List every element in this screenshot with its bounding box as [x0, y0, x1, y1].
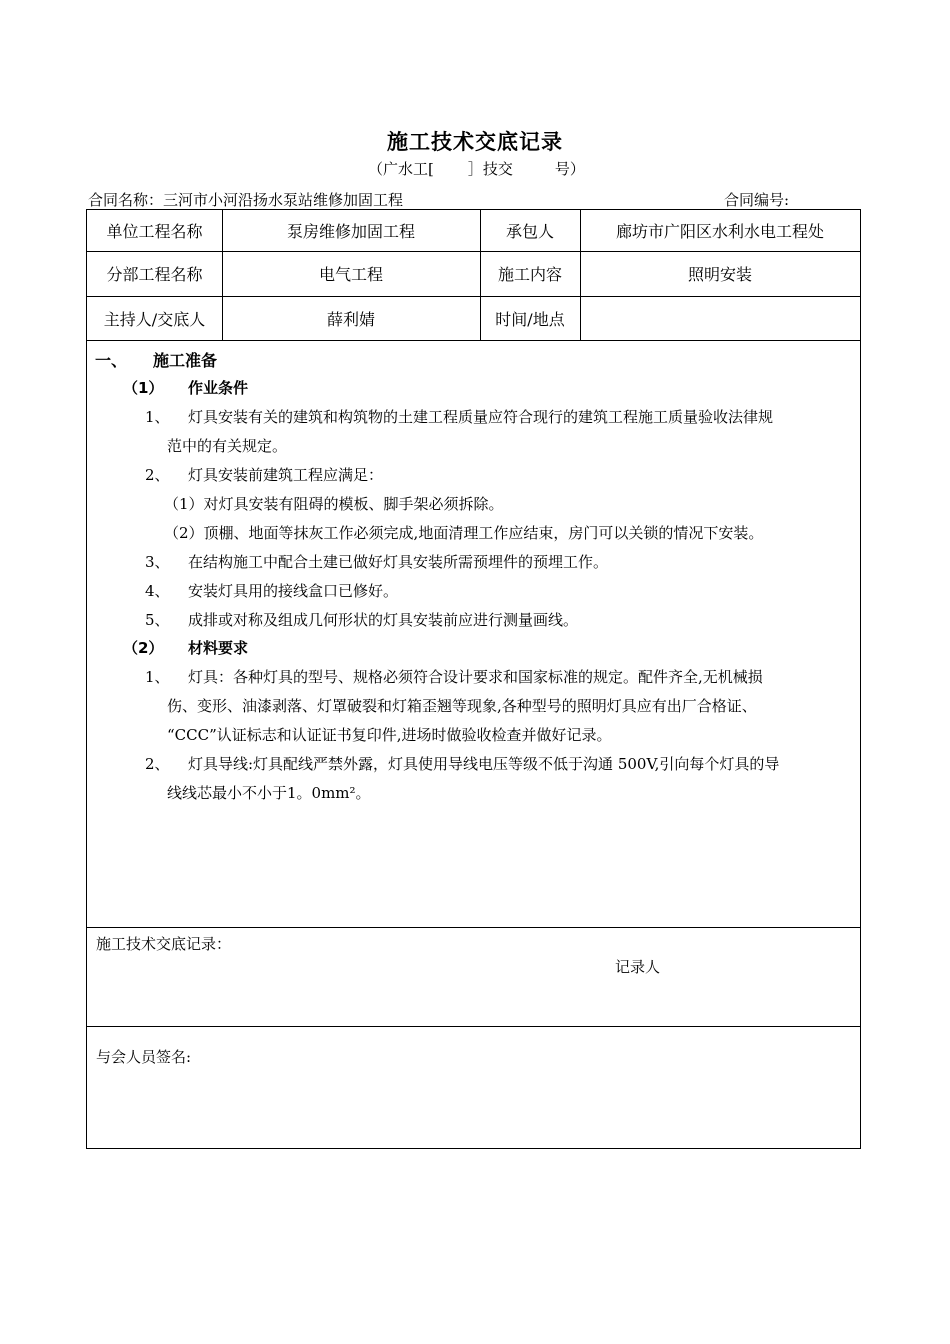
item-number: 1、 [145, 408, 170, 426]
subsection-title: 材料要求 [188, 639, 249, 657]
item-text: 在结构施工中配合土建已做好灯具安装所需预埋件的预埋工作。 [188, 553, 609, 571]
item-text: 安装灯具用的接线盒口已修好。 [188, 582, 399, 600]
record-label: 施工技术交底记录： [96, 935, 232, 953]
item-number: 5、 [145, 611, 170, 629]
item-number: 4、 [145, 582, 170, 600]
item-number: 1、 [145, 668, 170, 686]
contract-line [88, 189, 863, 210]
item-number: 3、 [145, 553, 170, 571]
item-text: 灯具安装前建筑工程应满足： [188, 466, 384, 484]
section-number: 一、 [95, 351, 128, 370]
unit-project-value: 泵房维修加固工程 [286, 222, 415, 241]
subsection-number: （1） [123, 379, 164, 397]
subsection-number: （2） [123, 639, 164, 657]
subtitle-mid: ］技交 [467, 160, 513, 178]
subtitle-right: 号） [554, 160, 585, 178]
item-text: 灯具导线:灯具配线严禁外露，灯具使用导线电压等级不低于沟通 500V,引向每个灯具的导 [188, 755, 780, 773]
item-number: 2、 [145, 755, 170, 773]
item-text: 线线芯最小不小于1。0mm²。 [167, 784, 371, 802]
recorder-label: 记录人 [615, 958, 661, 976]
item-text: 灯具：各种灯具的型号、规格必须符合设计要求和国家标准的规定。配件齐全,无机械损 [188, 668, 763, 686]
subsection-title: 作业条件 [188, 379, 249, 397]
contract-name: 合同名称：三河市小河沿扬水泵站维修加固工程 [88, 191, 404, 209]
unit-project-label: 单位工程名称 [106, 222, 203, 241]
section-title: 施工准备 [153, 351, 218, 370]
time-place-value [580, 296, 860, 340]
item-text: 灯具安装有关的建筑和构筑物的土建工程质量应符合现行的建筑工程施工质量验收法律规 [188, 408, 774, 426]
item-text: “CCC”认证标志和认证证书复印件,进场时做验收检查并做好记录。 [167, 726, 612, 744]
document-title: 施工技术交底记录 [387, 130, 563, 154]
item-text: （2）顶棚、地面等抹灰工作必须完成,地面清理工作应结束，房门可以关锁的情况下安装。 [164, 524, 764, 542]
item-number: 2、 [145, 466, 170, 484]
item-text: 伤、变形、油漆剥落、灯罩破裂和灯箱歪翘等现象,各种型号的照明灯具应有出厂合格证、 [167, 697, 757, 715]
item-text: 范中的有关规定。 [167, 437, 288, 455]
item-text: （1）对灯具安装有阻碍的模板、脚手架必须拆除。 [164, 495, 504, 513]
contractor-label: 承包人 [505, 222, 554, 241]
contract-number: 合同编号: [724, 191, 790, 209]
work-content-label: 施工内容 [497, 265, 562, 284]
host-value: 薛利婧 [326, 309, 375, 329]
item-text: 成排或对称及组成几何形状的灯具安装前应进行测量画线。 [188, 611, 579, 629]
sub-project-value: 电气工程 [318, 265, 383, 284]
signature-label: 与会人员签名: [96, 1048, 192, 1066]
work-content-value: 照明安装 [687, 265, 752, 284]
time-place-label: 时间/地点 [495, 309, 565, 329]
host-label: 主持人/交底人 [103, 309, 206, 329]
contractor-value: 廊坊市广阳区水利水电工程处 [615, 222, 824, 241]
document-number-line [368, 158, 585, 179]
sub-project-label: 分部工程名称 [106, 265, 203, 284]
record-table [86, 209, 861, 1149]
subtitle-left: （广水工[ [368, 160, 434, 178]
